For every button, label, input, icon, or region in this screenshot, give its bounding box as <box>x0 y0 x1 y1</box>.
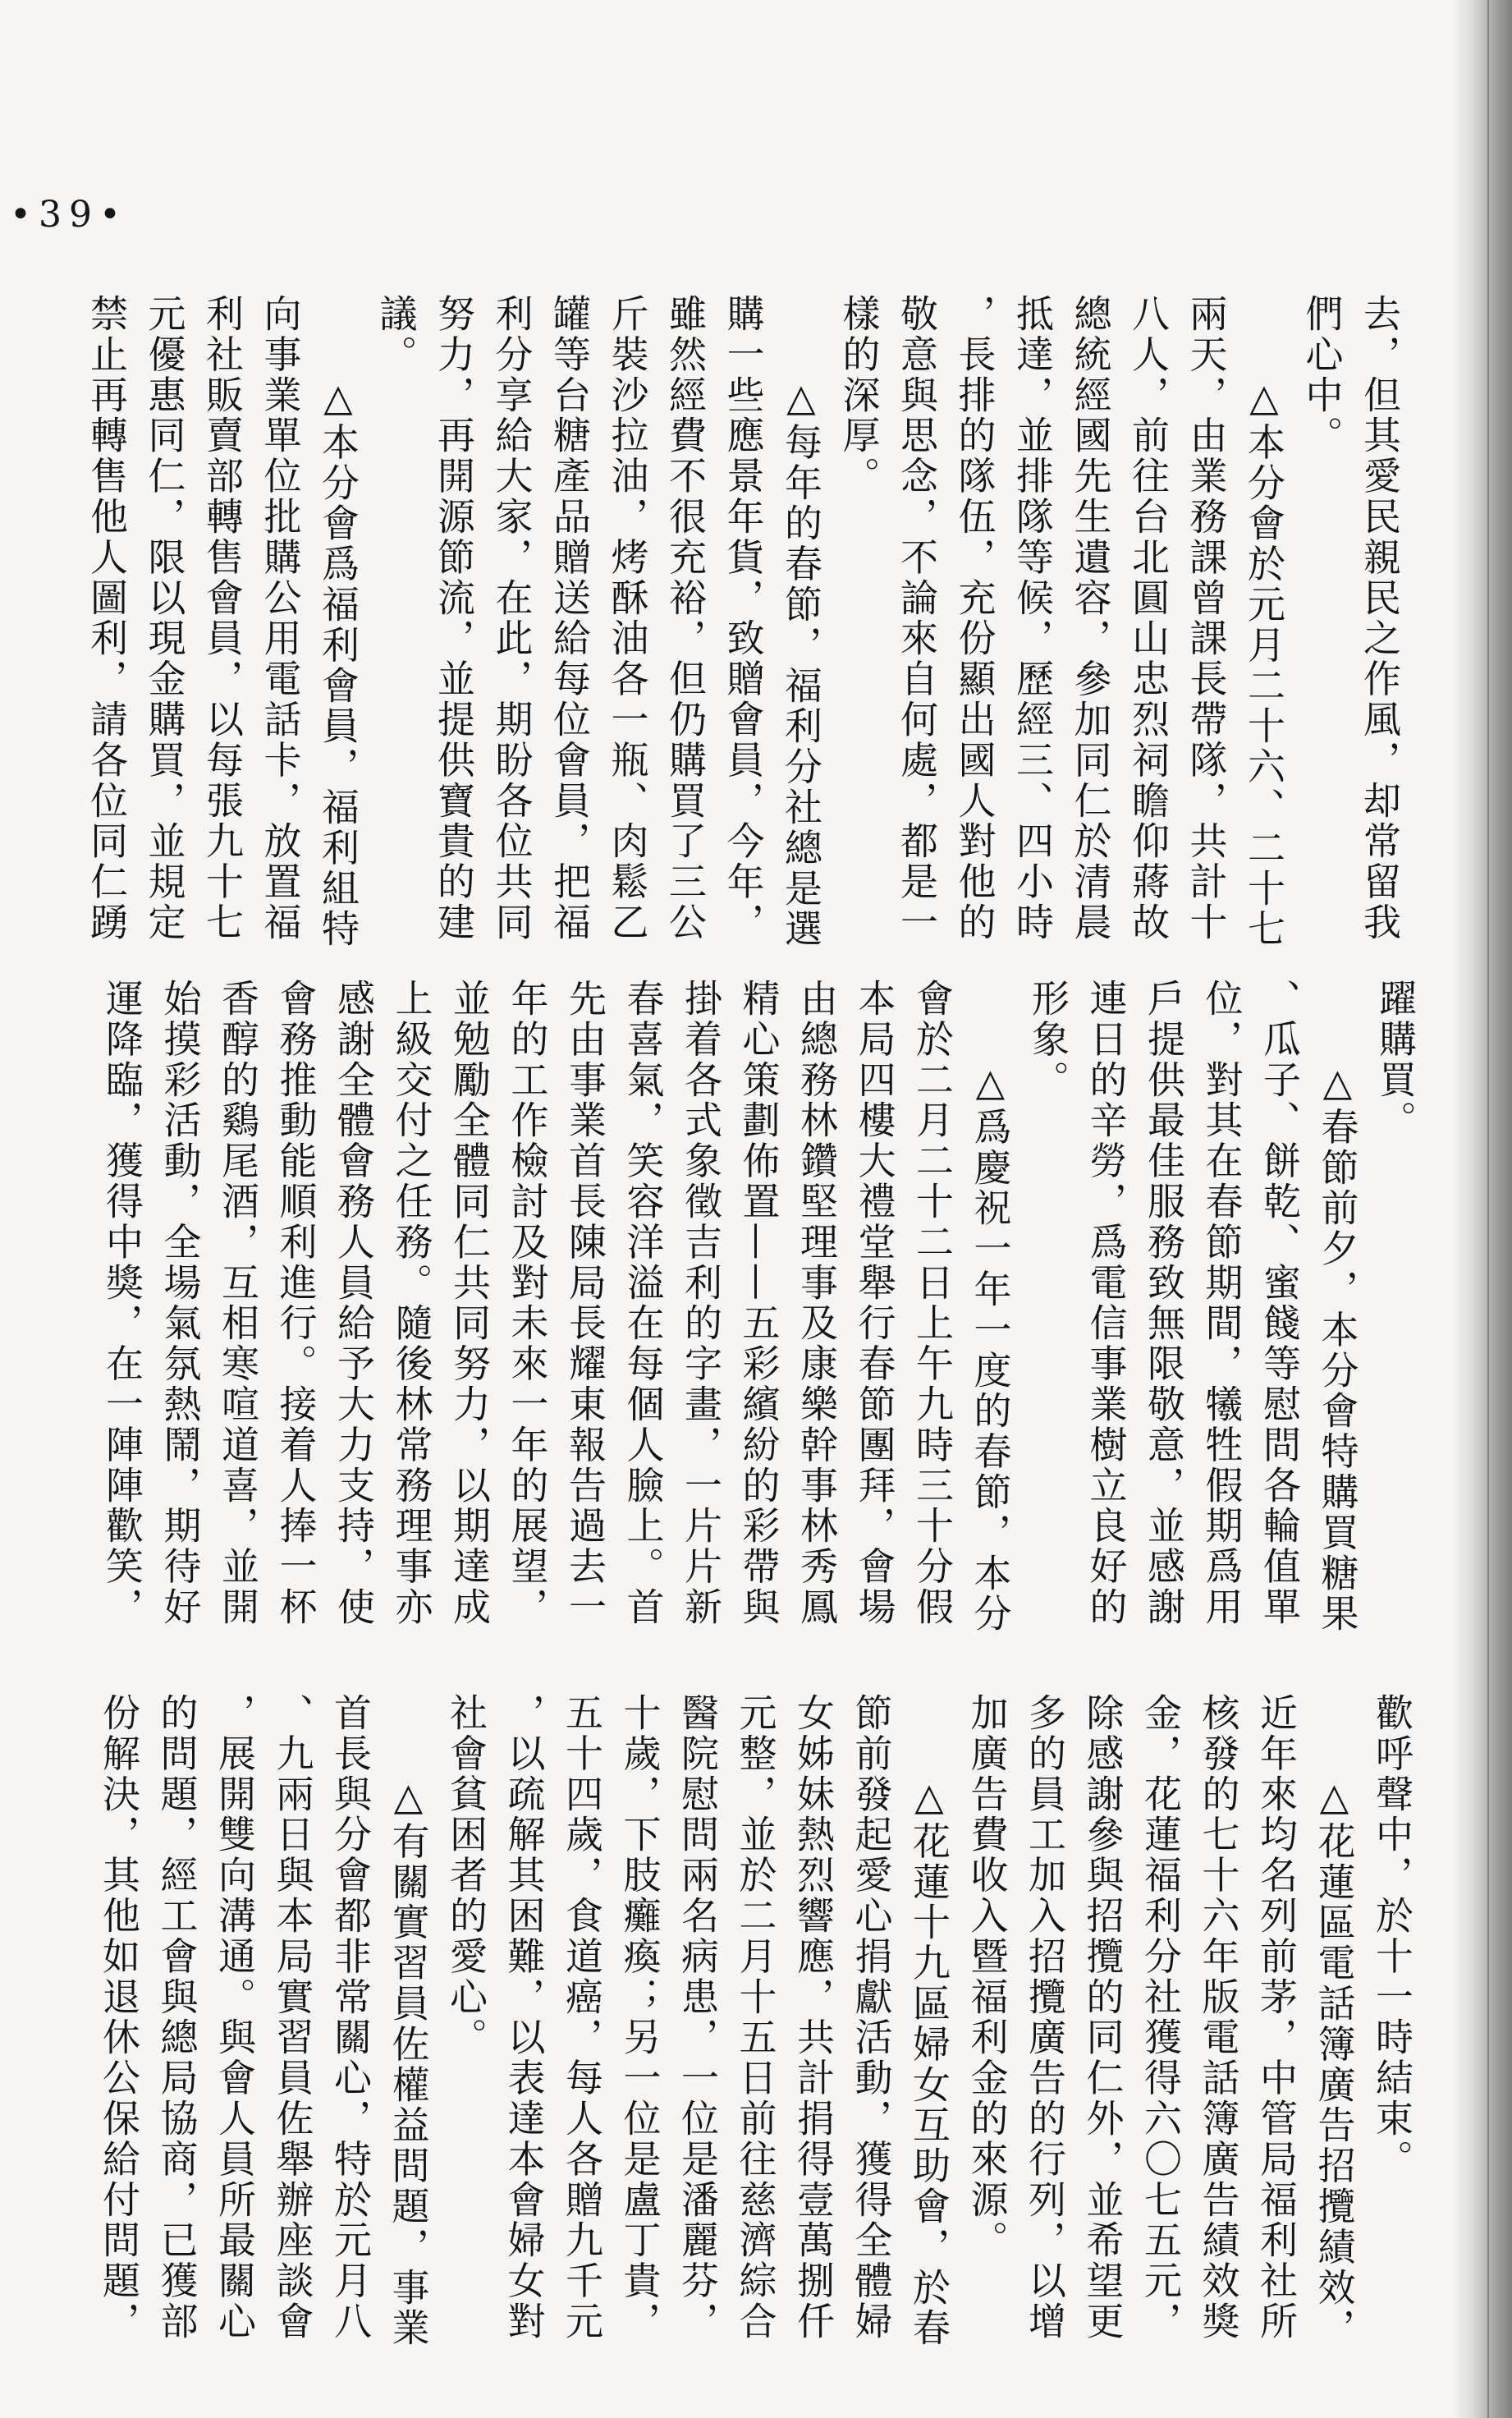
text-column: 核發的七十六年版電話簿廣告績效獎 <box>1196 1693 1241 2342</box>
text-column: △爲慶祝一年一度的春節，本分 <box>968 1059 1013 1635</box>
text-column: 利社販賣部轉售會員，以每張九十七 <box>200 294 245 943</box>
text-band-middle <box>94 979 1425 1636</box>
text-column: 兩天，由業務課曾課長帶隊，共計十 <box>1184 294 1229 943</box>
binding-edge-line <box>1487 0 1489 2418</box>
text-column: 斤裝沙拉油，烤酥油各一瓶、肉鬆乙 <box>605 294 650 943</box>
text-column: 戶提供最佳服務致無限敬意，並感謝 <box>1142 979 1186 1628</box>
text-column: △本分會爲福利會員，福利組特 <box>316 374 360 950</box>
text-column: 精心策劃佈置——五彩繽紛的彩帶與 <box>736 979 781 1628</box>
text-column: △每年的春節，福利分社總是選 <box>779 374 823 950</box>
text-column: 上級交付之任務。隨後林常務理事亦 <box>389 979 434 1628</box>
text-column: 春喜氣，笑容洋溢在每個人臉上。首 <box>621 979 666 1628</box>
text-column: 醫院慰問兩名病患，一位是潘麗芬， <box>676 1693 720 2342</box>
text-column: 位，對其在春節期間，犧牲假期爲用 <box>1199 979 1244 1628</box>
text-column: 議。 <box>373 294 419 375</box>
text-column: 們心中。 <box>1299 294 1345 457</box>
text-column: 掛着各式象徵吉利的字畫，一片片新 <box>679 979 723 1628</box>
text-column: 樣的深厚。 <box>836 294 882 497</box>
text-column: 份解決，其他如退休公保給付問題， <box>97 1693 141 2342</box>
text-column: 運降臨，獲得中獎，在一陣陣歡笑， <box>100 979 144 1628</box>
text-column: 購一些應景年貨，致贈會員，今年， <box>721 294 766 943</box>
text-column: △花蓮區電話簿廣告招攬績效， <box>1312 1773 1357 2349</box>
text-column: 、瓜子、餅乾、蜜餞等慰問各輪值單 <box>1258 979 1302 1628</box>
text-column: 、九兩日與本局實習員佐舉辦座談會 <box>270 1693 315 2342</box>
text-column: △春節前夕，本分會特購買糖果 <box>1315 1059 1360 1635</box>
text-column: 八人，前往台北圓山忠烈祠瞻仰蔣故 <box>1126 294 1171 943</box>
text-column: 努力，再開源節流，並提供寶貴的建 <box>432 294 476 943</box>
text-column: 除感謝參與招攬的同仁外，並希望更 <box>1080 1693 1125 2342</box>
text-band-bottom <box>90 1693 1422 2350</box>
text-column: 躍購買。 <box>1373 979 1418 1141</box>
text-column: 社會貧困者的愛心。 <box>444 1693 488 2058</box>
text-column: 總統經國先生遺容，參加同仁於清晨 <box>1068 294 1113 943</box>
text-column: 近年來均名列前茅，中管局福利社所 <box>1254 1693 1299 2342</box>
text-column: 抵達，並排隊等候，歷經三、四小時 <box>1010 294 1055 943</box>
text-column: 五十四歲，食道癌，每人各贈九千元 <box>560 1693 604 2342</box>
text-column: ，以疏解其困難，以表達本會婦女對 <box>502 1693 547 2342</box>
text-column: 由總務林鑽堅理事及康樂幹事林秀鳳 <box>795 979 839 1628</box>
text-column: 的問題，經工會與總局協商，已獲部 <box>154 1693 199 2342</box>
text-column: 金，花蓮福利分社獲得六〇七五元， <box>1139 1693 1183 2342</box>
text-column: 感謝全體會務人員給予大力支持，使 <box>332 979 376 1628</box>
text-column: 本局四樓大禮堂舉行春節團拜，會場 <box>852 979 897 1628</box>
text-column: 元整，並於二月十五日前往慈濟綜合 <box>733 1693 778 2342</box>
text-column: 向事業單位批購公用電話卡，放置福 <box>258 294 303 943</box>
text-column: △本分會於元月二十六、二十七 <box>1242 374 1286 950</box>
text-column: 節前發起愛心捐獻活動，獲得全體婦 <box>849 1693 894 2342</box>
text-band-top <box>78 294 1409 951</box>
text-column: 形象。 <box>1026 979 1070 1101</box>
text-column: 連日的辛勞，爲電信事業樹立良好的 <box>1084 979 1129 1628</box>
text-column: 香醇的鷄尾酒，互相寒喧道喜，並開 <box>216 979 260 1628</box>
text-column: 多的員工加入招攬廣告的行列，以增 <box>1023 1693 1067 2342</box>
text-column: 罐等台糖產品贈送給每位會員，把福 <box>548 294 592 943</box>
text-column: 加廣告費收入暨福利金的來源。 <box>964 1693 1010 2261</box>
text-column: 雖然經費不很充裕，但仍購買了三公 <box>663 294 708 943</box>
page-number: •39• <box>10 194 128 236</box>
text-column: 會務推動能順利進行。接着人捧一杯 <box>273 979 318 1628</box>
binding-shadow <box>1451 0 1512 2418</box>
text-column: 女姊妹熱烈響應，共計捐得壹萬捌仟 <box>791 1693 836 2342</box>
text-column: 十歲，下肢癱瘓；另一位是盧丁貴， <box>617 1693 662 2342</box>
text-column: 首長與分會都非常關心，特於元月八 <box>328 1693 373 2342</box>
text-column: △有關實習員佐權益問題，事業 <box>386 1773 431 2349</box>
text-column: 先由事業首長陳局長耀東報告過去一 <box>563 979 607 1628</box>
text-column: 會於二月二十二日上午九時三十分假 <box>910 979 955 1628</box>
text-column: 並勉勵全體同仁共同努力，以期達成 <box>447 979 492 1628</box>
text-column: 元優惠同仁，限以現金購買，並規定 <box>142 294 187 943</box>
text-column: △花蓮十九區婦女互助會，於春 <box>907 1773 951 2349</box>
text-column: 始摸彩活動，全場氣氛熱鬧，期待好 <box>158 979 203 1628</box>
text-column: 年的工作檢討及對未來一年的展望， <box>505 979 550 1628</box>
text-column: 歡呼聲中，於十一時結束。 <box>1370 1693 1414 2180</box>
text-column: 禁止再轉售他人圖利，請各位同仁踴 <box>85 294 129 943</box>
text-column: 敬意與思念，不論來自何處，都是一 <box>895 294 939 943</box>
text-column: 利分享給大家，在此，期盼各位共同 <box>489 294 534 943</box>
text-column: ，展開雙向溝通。與會人員所最關心 <box>213 1693 257 2342</box>
text-column: ，長排的隊伍，充份顯出國人對他的 <box>952 294 997 943</box>
text-column: 去，但其愛民親民之作風，却常留我 <box>1358 294 1402 943</box>
